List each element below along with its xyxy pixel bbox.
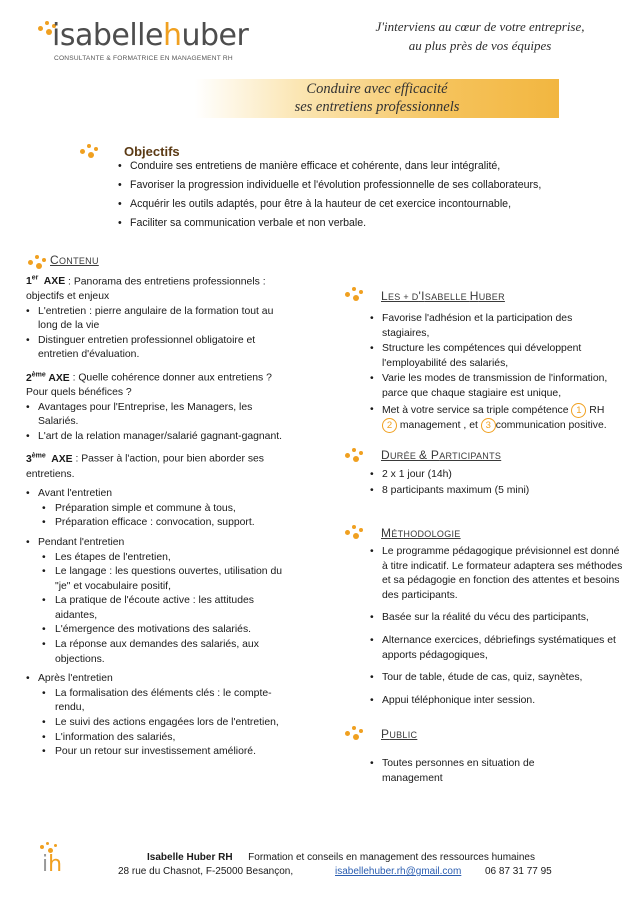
public-dots-icon (345, 723, 369, 745)
list-item: • L'information des salariés, (55, 731, 292, 746)
list-item: • Le programme pédagogique prévisionnel est donné à titre indicatif. Le formateur adaptera ses méthodes et sa pédagogie en fonction des attentes et besoins des participants. (382, 545, 624, 603)
number-1-icon: 1 (571, 403, 586, 418)
footer-line-2 (118, 866, 552, 877)
list-item: • 8 participants maximum (5 mini) (382, 484, 622, 499)
contenu-body (26, 272, 292, 760)
list-item: • Alternance exercices, débriefings systématiques et apports pédagogiques, (382, 634, 624, 663)
apres-list (38, 672, 292, 760)
logo-wordmark: isabellehuber (52, 18, 249, 53)
list-item: • Préparation efficace : convocation, support. (55, 516, 292, 531)
list-item: • Appui téléphonique inter session. (382, 694, 624, 709)
list-item: • Préparation simple et commune à tous, (55, 502, 292, 517)
plus-dots-icon (345, 284, 369, 306)
list-item: • Tour de table, étude de cas, quiz, saynètes, (382, 671, 624, 686)
list-item: • Basée sur la réalité du vécu des participants, (382, 611, 624, 626)
footer-email-link[interactable]: isabellehuber.rh@gmail.com (335, 866, 462, 877)
objectifs-list (130, 157, 630, 233)
list-item: • Avantages pour l'Entreprise, les Managers, les Salariés. (38, 401, 292, 430)
list-item: • La pratique de l'écoute active : les attitudes aidantes, (55, 594, 292, 623)
banner-line-1: Conduire avec efficacité (306, 81, 448, 97)
footer-logo-letters: ih (42, 852, 63, 877)
list-item: • 2 x 1 jour (14h) (382, 468, 622, 483)
footer-description: Formation et conseils en management des ressources humaines (248, 852, 535, 863)
tagline-line-2: au plus près de vos équipes (408, 38, 552, 53)
logo (36, 16, 249, 66)
list-item: • L'émergence des motivations des salariés. (55, 623, 292, 638)
plus-title: LES + D'ISABELLE HUBER (381, 289, 505, 303)
list-item: • Met à votre service sa triple compétence 1 RH 2 management , et 3 communication positive. (382, 403, 622, 434)
public-title: PUBLIC (381, 727, 418, 741)
objectifs-title: Objectifs (124, 144, 180, 159)
list-item: • L'art de la relation manager/salarié gagnant-gagnant. (38, 430, 292, 445)
contenu-title: CONTENU (50, 253, 99, 267)
list-item: • Le suivi des actions engagées lors de l'entretien, (55, 716, 292, 731)
list-item: • Favoriser la progression individuelle et l'évolution professionnelle de ses collaborateurs, (130, 176, 630, 195)
footer-company: Isabelle Huber RH (147, 852, 233, 863)
banner-line-2: ses entretiens professionnels (294, 99, 460, 115)
list-item: • Conduire ses entretiens de manière efficace et cohérente, dans leur intégralité, (130, 157, 630, 176)
plus-list (382, 312, 622, 435)
footer-logo (38, 842, 72, 878)
axe1-list (38, 305, 292, 363)
list-item: • Les étapes de l'entretien, (55, 551, 292, 566)
footer-address: 28 rue du Chasnot, F-25000 Besançon, (118, 866, 294, 877)
axe2-list (38, 401, 292, 445)
avant-list (38, 487, 292, 531)
logo-subtitle: CONSULTANTE & FORMATRICE EN MANAGEMENT RH (54, 55, 233, 62)
list-item: • Toutes personnes en situation de management (382, 757, 562, 786)
list-item: • Favorise l'adhésion et la participation des stagiaires, (382, 312, 622, 341)
footer-phone: 06 87 31 77 95 (485, 866, 552, 877)
list-item: • Avant l'entretien • Préparation simple et commune à tous, • Préparation efficace : convocation, support. (38, 487, 292, 531)
duree-list (382, 468, 622, 499)
number-3-icon: 3 (481, 418, 496, 433)
duree-title: DURÉE & PARTICIPANTS (381, 448, 502, 462)
list-item: • Faciliter sa communication verbale et non verbale. (130, 214, 630, 233)
list-item: • La réponse aux demandes des salariés, aux objections. (55, 638, 292, 667)
pendant-list (38, 536, 292, 667)
contenu-dots-icon (28, 252, 52, 274)
axe3-heading: 3ème AXE : Passer à l'action, pour bien aborder ses entretiens. (26, 452, 264, 480)
methodo-dots-icon (345, 522, 369, 544)
methodo-list (382, 545, 624, 709)
title-banner (195, 79, 559, 118)
number-2-icon: 2 (382, 418, 397, 433)
list-item: • La formalisation des éléments clés : le compte-rendu, (55, 687, 292, 716)
list-item: • Acquérir les outils adaptés, pour être à la hauteur de cet exercice incontournable, (130, 195, 630, 214)
duree-dots-icon (345, 445, 369, 467)
public-list (382, 757, 562, 787)
methodo-title: MÉTHODOLOGIE (381, 526, 461, 540)
objectifs-dots-icon (80, 141, 104, 163)
list-item: • Le langage : les questions ouvertes, utilisation du "je" et vocabulaire positif, (55, 565, 292, 594)
list-item: • Varie les modes de transmission de l'information, parce que chaque stagiaire est unique, (382, 372, 622, 401)
tagline (330, 17, 630, 55)
list-item: • Après l'entretien • La formalisation des éléments clés : le compte-rendu, • Le suivi des actions engagées lors de l'entretien, • L'information des salariés, • Pour un retour sur investissement amélioré. (38, 672, 292, 760)
axe2-heading: 2ème AXE : Quelle cohérence donner aux entretiens ? Pour quels bénéfices ? (26, 371, 272, 399)
list-item: • Pendant l'entretien • Les étapes de l'entretien, • Le langage : les questions ouvertes, utilisation du "je" et vocabulaire positif, • La pratique de l'écoute active : les attitudes aidantes, • L'émergence des motivations des salariés. • La réponse aux demandes des salariés, aux objections. (38, 536, 292, 667)
list-item: • Pour un retour sur investissement amélioré. (55, 745, 292, 760)
axe1-heading: 1er AXE : Panorama des entretiens professionnels : objectifs et enjeux (26, 275, 266, 303)
list-item: • Distinguer entretien professionnel obligatoire et entretien d'évaluation. (38, 334, 292, 363)
list-item: • L'entretien : pierre angulaire de la formation tout au long de la vie (38, 305, 292, 334)
footer-line-1 (147, 852, 535, 863)
list-item: • Structure les compétences qui développent l'employabilité des salariés, (382, 342, 622, 371)
tagline-line-1: J'interviens au cœur de votre entreprise, (375, 19, 585, 34)
